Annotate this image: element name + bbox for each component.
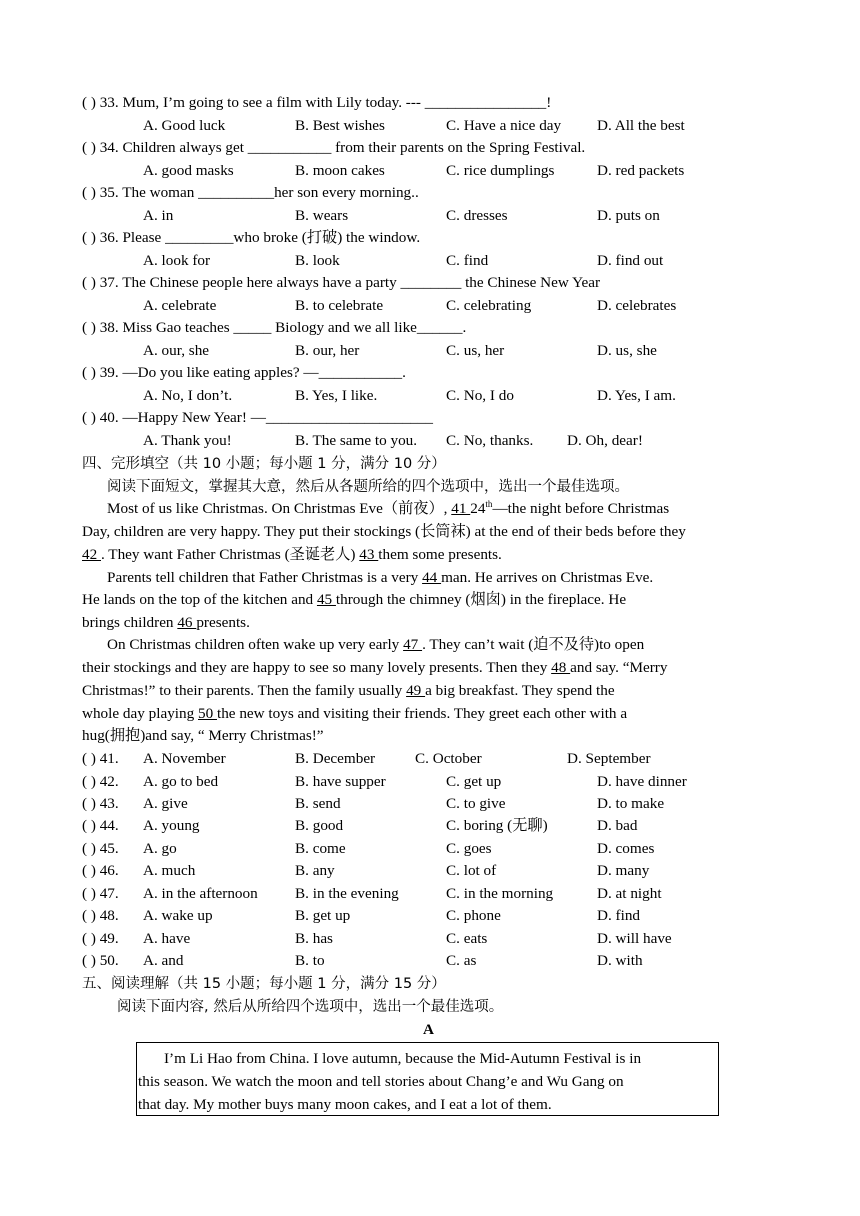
option-d: D. us, she bbox=[597, 342, 657, 359]
option-a: A. young bbox=[143, 817, 200, 834]
cloze-number: ( ) 43. bbox=[82, 795, 119, 812]
blank-49: 49 bbox=[406, 682, 426, 699]
option-b: B. good bbox=[295, 817, 344, 834]
option-d: D. will have bbox=[597, 930, 672, 947]
option-a: A. No, I don’t. bbox=[143, 387, 233, 404]
cloze-number: ( ) 47. bbox=[82, 885, 119, 902]
option-a: A. go to bed bbox=[143, 773, 219, 790]
option-d: D. puts on bbox=[597, 207, 660, 224]
option-b: B. come bbox=[295, 840, 346, 857]
option-a: A. in the afternoon bbox=[143, 885, 258, 902]
question-33-stem: ( ) 33. Mum, I’m going to see a film with Lily today. --- ________________! bbox=[82, 94, 552, 111]
option-b: B. wears bbox=[295, 207, 349, 224]
option-d: D. September bbox=[567, 750, 651, 767]
option-c: C. goes bbox=[446, 840, 492, 857]
option-c: C. find bbox=[446, 252, 489, 269]
option-b: B. Best wishes bbox=[295, 117, 385, 134]
option-c: C. rice dumplings bbox=[446, 162, 555, 179]
cloze-number: ( ) 46. bbox=[82, 862, 119, 879]
section-five-heading: 五、阅读理解（共 15 小题；每小题 1 分，满分 15 分） bbox=[82, 976, 446, 992]
option-d: D. find bbox=[597, 907, 641, 924]
blank-44: 44 bbox=[422, 569, 442, 586]
blank-50: 50 bbox=[198, 705, 217, 722]
passage-a-label: A bbox=[423, 1021, 434, 1038]
blank-46: 46 bbox=[177, 614, 197, 631]
option-d: D. bad bbox=[597, 817, 638, 834]
option-a: A. our, she bbox=[143, 342, 210, 359]
option-b: B. has bbox=[295, 930, 333, 947]
cloze-number: ( ) 48. bbox=[82, 907, 119, 924]
option-b: B. to bbox=[295, 952, 325, 969]
passage-line: I’m Li Hao from China. I love autumn, because the Mid-Autumn Festival is in bbox=[164, 1050, 642, 1067]
option-c: C. No, thanks. bbox=[446, 432, 534, 449]
option-a: A. have bbox=[143, 930, 191, 947]
question-35-stem: ( ) 35. The woman __________her son every morning.. bbox=[82, 184, 419, 201]
cloze-number: ( ) 41. bbox=[82, 750, 119, 767]
passage-line: Most of us like Christmas. On Christmas Eve（前夜）, 41 24th—the night before Christmas bbox=[107, 498, 670, 517]
blank-47: 47 bbox=[403, 636, 423, 653]
option-d: D. comes bbox=[597, 840, 655, 857]
cloze-number: ( ) 45. bbox=[82, 840, 119, 857]
option-b: B. get up bbox=[295, 907, 351, 924]
option-a: A. celebrate bbox=[143, 297, 217, 314]
option-d: D. many bbox=[597, 862, 650, 879]
option-d: D. Oh, dear! bbox=[567, 432, 643, 449]
question-39-stem: ( ) 39. —Do you like eating apples? —___________. bbox=[82, 364, 406, 381]
passage-line: that day. My mother buys many moon cakes, and I eat a lot of them. bbox=[138, 1096, 552, 1113]
section-five-instruction: 阅读下面内容, 然后从所给四个选项中，选出一个最佳选项。 bbox=[117, 999, 504, 1015]
option-d: D. at night bbox=[597, 885, 662, 902]
blank-48: 48 bbox=[551, 659, 571, 676]
option-c: C. get up bbox=[446, 773, 502, 790]
option-a: A. November bbox=[143, 750, 226, 767]
option-c: C. No, I do bbox=[446, 387, 514, 404]
option-a: A. Thank you! bbox=[143, 432, 232, 449]
passage-line: their stockings and they are happy to see so many lovely presents. Then they 48 and say. “Merry bbox=[82, 659, 668, 676]
option-d: D. with bbox=[597, 952, 643, 969]
option-b: B. December bbox=[295, 750, 376, 767]
option-d: D. Yes, I am. bbox=[597, 387, 676, 404]
passage-line: brings children 46 presents. bbox=[82, 614, 250, 631]
passage-line: Day, children are very happy. They put their stockings (长筒袜) at the end of their beds before they bbox=[82, 523, 686, 540]
option-a: A. give bbox=[143, 795, 188, 812]
option-b: B. look bbox=[295, 252, 340, 269]
option-c: C. to give bbox=[446, 795, 506, 812]
blank-43: 43 bbox=[359, 546, 379, 563]
option-b: B. have supper bbox=[295, 773, 386, 790]
passage-line: hug(拥抱)and say, “ Merry Christmas!” bbox=[82, 727, 324, 744]
option-a: A. and bbox=[143, 952, 184, 969]
blank-42: 42 bbox=[82, 546, 101, 563]
option-d: D. celebrates bbox=[597, 297, 677, 314]
option-c: C. Have a nice day bbox=[446, 117, 562, 134]
option-b: B. Yes, I like. bbox=[295, 387, 378, 404]
blank-45: 45 bbox=[316, 591, 336, 608]
option-c: C. dresses bbox=[446, 207, 508, 224]
option-c: C. as bbox=[446, 952, 477, 969]
section-four-heading: 四、完形填空（共 10 小题；每小题 1 分，满分 10 分） bbox=[82, 456, 446, 472]
option-a: A. in bbox=[143, 207, 174, 224]
option-c: C. October bbox=[415, 750, 482, 767]
option-c: C. in the morning bbox=[446, 885, 554, 902]
question-36-stem: ( ) 36. Please _________who broke (打破) the window. bbox=[82, 229, 421, 246]
question-38-stem: ( ) 38. Miss Gao teaches _____ Biology and we all like______. bbox=[82, 319, 467, 336]
option-b: B. any bbox=[295, 862, 335, 879]
blank-41: 41 bbox=[451, 500, 471, 517]
option-b: B. in the evening bbox=[295, 885, 399, 902]
option-d: D. red packets bbox=[597, 162, 685, 179]
passage-line: On Christmas children often wake up very early 47 . They can’t wait (迫不及待)to open bbox=[107, 636, 645, 653]
cloze-number: ( ) 49. bbox=[82, 930, 119, 947]
option-c: C. eats bbox=[446, 930, 488, 947]
passage-line: this season. We watch the moon and tell stories about Chang’e and Wu Gang on bbox=[138, 1073, 624, 1090]
question-40-stem: ( ) 40. —Happy New Year! —______________________ bbox=[82, 409, 433, 426]
passage-line: Christmas!” to their parents. Then the family usually 49 a big breakfast. They spend the bbox=[82, 682, 615, 699]
passage-line: He lands on the top of the kitchen and 45 through the chimney (烟囱) in the fireplace. He bbox=[82, 591, 627, 608]
cloze-number: ( ) 44. bbox=[82, 817, 119, 834]
option-d: D. find out bbox=[597, 252, 664, 269]
option-b: B. our, her bbox=[295, 342, 360, 359]
option-c: C. us, her bbox=[446, 342, 505, 359]
option-a: A. Good luck bbox=[143, 117, 226, 134]
option-a: A. wake up bbox=[143, 907, 213, 924]
option-b: B. The same to you. bbox=[295, 432, 418, 449]
option-c: C. lot of bbox=[446, 862, 497, 879]
option-b: B. moon cakes bbox=[295, 162, 385, 179]
option-a: A. good masks bbox=[143, 162, 234, 179]
option-c: C. boring (无聊) bbox=[446, 817, 548, 834]
option-a: A. look for bbox=[143, 252, 211, 269]
option-b: B. to celebrate bbox=[295, 297, 384, 314]
cloze-number: ( ) 42. bbox=[82, 773, 119, 790]
question-37-stem: ( ) 37. The Chinese people here always have a party ________ the Chinese New Year bbox=[82, 274, 601, 291]
option-b: B. send bbox=[295, 795, 341, 812]
option-d: D. to make bbox=[597, 795, 665, 812]
passage-line: Parents tell children that Father Christmas is a very 44 man. He arrives on Christmas Eve. bbox=[107, 569, 654, 586]
passage-line: 42 . They want Father Christmas (圣诞老人) 43 them some presents. bbox=[82, 546, 502, 563]
cloze-number: ( ) 50. bbox=[82, 952, 119, 969]
question-34-stem: ( ) 34. Children always get ___________ from their parents on the Spring Festival. bbox=[82, 139, 586, 156]
option-c: C. phone bbox=[446, 907, 501, 924]
passage-line: whole day playing 50 the new toys and visiting their friends. They greet each other with a bbox=[82, 705, 628, 722]
option-a: A. much bbox=[143, 862, 196, 879]
section-four-instruction: 阅读下面短文，掌握其大意，然后从各题所给的四个选项中，选出一个最佳选项。 bbox=[107, 479, 629, 495]
option-c: C. celebrating bbox=[446, 297, 532, 314]
option-d: D. have dinner bbox=[597, 773, 687, 790]
option-a: A. go bbox=[143, 840, 177, 857]
option-d: D. All the best bbox=[597, 117, 685, 134]
